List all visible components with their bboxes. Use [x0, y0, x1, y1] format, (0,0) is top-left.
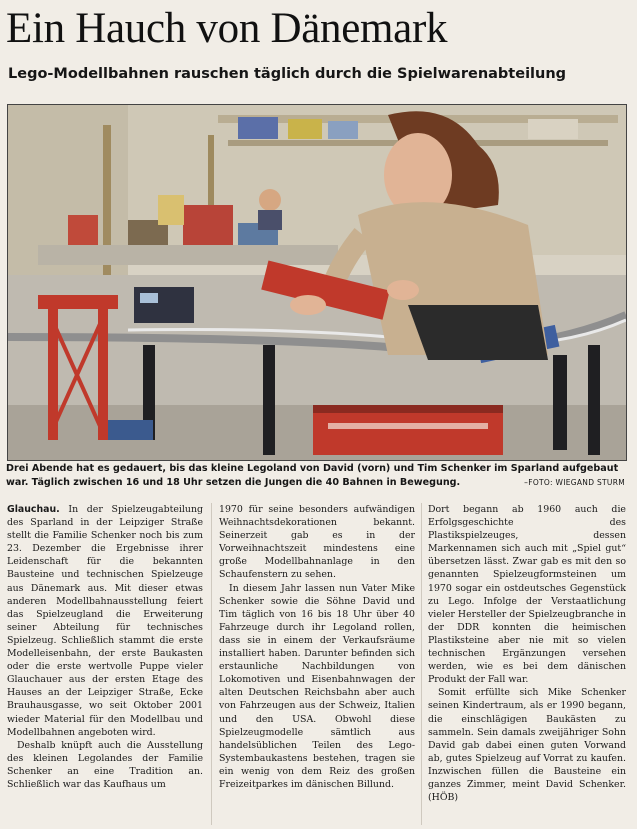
photo-caption-line-1: Drei Abende hat es gedauert, bis das kleine Legoland von David (vorn) und Tim Schenker im Sparland aufgebaut: [6, 463, 619, 474]
column-divider-2: [421, 503, 422, 825]
lego-train-photo-illustration: [8, 105, 626, 460]
headline: Ein Hauch von Dänemark: [6, 5, 448, 52]
dateline: Glauchau.: [7, 504, 60, 515]
column-divider-1: [211, 503, 212, 825]
article-column-3: [428, 503, 626, 825]
article-photo: [7, 104, 627, 461]
photo-caption: [6, 462, 631, 490]
paragraph-3: 1970 für seine besonders aufwändigen Weihnachtsdekorationen bekannt. Seinerzeit gab es in der Vorweihnachtszeit mindestens eine große Modellbahnanlage in den Schaufenstern zu sehen.: [219, 504, 415, 581]
paragraph-2: Deshalb knüpft auch die Ausstellung des kleinen Legolandes der Familie Schenker an eine Tradition an. Schließlich war das Kaufhaus um: [7, 739, 203, 790]
article-column-1: [7, 503, 203, 825]
photo-caption-line-2-text: war. Täglich zwischen 16 und 18 Uhr setzen die Jungen die 40 Bahnen in Bewegung.: [6, 477, 461, 488]
paragraph-5: Dort begann ab 1960 auch die Erfolgsgeschichte des Plastikspielzeuges, dessen Markennamen sich auch mit „Spiel gut“ übersetzen lässt. Zwar gab es mit den so genannten Spielzeugformsteinen um 1970 sogar ein ostdeutsches Gegenstück zu Lego. Infolge der Verstaatlichung vieler Hersteller der Spielzeugbranche in der DDR konnten die heimischen Plastiksteine aber nie mit so vielen technischen Ergänzungen versehen werden, wie es bei dem dänischen Produkt der Fall war.: [428, 504, 626, 686]
article-column-2: [219, 503, 415, 825]
paragraph-1: [7, 503, 203, 739]
paragraph-6: Somit erfüllte sich Mike Schenker seinen Kindertraum, als er 1990 begann, die einschlägigen Baukästen zu sammeln. Sein damals zweijähriger Sohn David gab dabei einen guten Vorwand ab, gutes Spielzeug auf Vorrat zu kaufen. Inzwischen füllen die Bausteine ein ganzes Zimmer, meint David Schenker. (HÖB): [428, 687, 626, 804]
subheadline: Lego-Modellbahnen rauschen täglich durch die Spielwarenabteilung: [8, 66, 567, 82]
photo-caption-line-2: [6, 476, 631, 490]
paragraph-1-text: In der Spielzeugabteilung des Sparland in der Leipziger Straße stellt die Familie Schenker noch bis zum 23. Dezember die Ergebnisse ihrer Leidenschaft für die bekannten Bausteine und technischen Spielzeuge aus Dänemark aus. Mit dieser etwas anderen Modellbahnausstellung feiert das Spielzeugland die Erweiterung seiner Abteilung für technisches Spielzeug. Schließlich stammt die erste Modelleisenbahn, der erste Baukasten oder die erste wertvolle Puppe vieler Glauchauer aus der ersten Etage des Hauses an der Leipziger Straße, Ecke Brauhausgasse, wo seit Oktober 2001 wieder Material für den Modellbau und Modellbahnen angeboten wird.: [7, 504, 203, 738]
photo-credit: –FOTO: WIEGAND STURM: [524, 478, 625, 487]
paragraph-4: In diesem Jahr lassen nun Vater Mike Schenker sowie die Söhne David und Tim täglich von 16 bis 18 Uhr über 40 Fahrzeuge durch ihr Legoland rollen, dass sie in einem der Verkaufsräume installiert haben. Darunter befinden sich erstaunliche Nachbildungen von Lokomotiven und Eisenbahnwagen der alten Deutschen Reichsbahn aber auch von Fahrzeugen aus der Schweiz, Italien und den USA. Obwohl diese Spielzeugmodelle sämtlich aus handelsüblichen Teilen des Lego-Systembaukastens bestehen, tragen sie ein wenig von dem Reiz des großen Freizeitparkes im dänischen Billund.: [219, 582, 415, 790]
